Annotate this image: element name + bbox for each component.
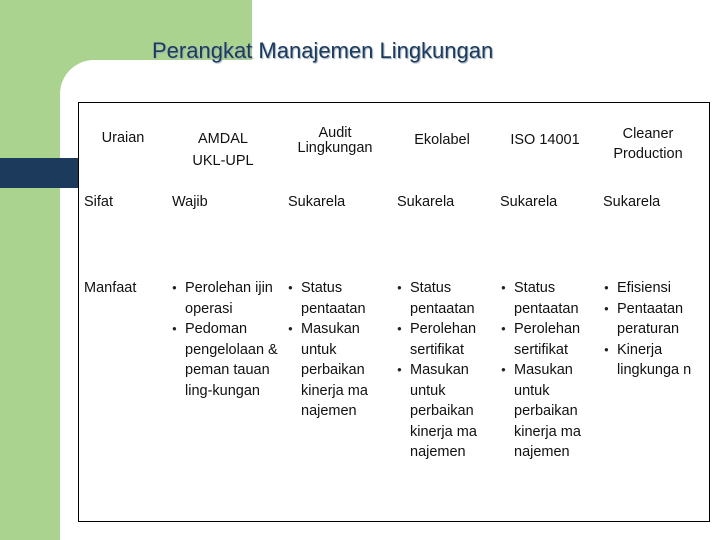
- header-audit: Audit Lingkungan: [297, 125, 373, 156]
- sifat-cleaner: Sukarela: [603, 194, 661, 210]
- manfaat-ekolabel-item: ● Masukan untuk perbaikan kinerja ma najemen: [397, 360, 491, 463]
- sifat-amdal: Wajib: [172, 194, 208, 210]
- manfaat-iso-item: ● Masukan untuk perbaikan kinerja ma najemen: [501, 360, 595, 463]
- row-label-manfaat: Manfaat: [84, 280, 137, 296]
- manfaat-amdal-item: ● Perolehan ijin operasi: [172, 278, 280, 319]
- manfaat-cleaner-item: ● Pentaatan peraturan: [604, 299, 700, 340]
- sifat-ekolabel: Sukarela: [397, 194, 455, 210]
- blue-accent-bar: [0, 158, 78, 188]
- manfaat-iso-item: ● Perolehan sertifikat: [501, 319, 595, 360]
- sifat-audit: Sukarela: [288, 194, 346, 210]
- manfaat-iso-item: ● Status pentaatan: [501, 278, 595, 319]
- manfaat-ekolabel-item: ● Perolehan sertifikat: [397, 319, 491, 360]
- header-amdal: AMDAL UKL-UPL: [192, 131, 254, 169]
- row-label-sifat: Sifat: [84, 194, 114, 210]
- manfaat-cleaner: [604, 278, 700, 381]
- manfaat-amdal-item: ● Pedoman pengelolaan & peman tauan ling-kungan: [172, 319, 280, 401]
- manfaat-ekolabel: [397, 278, 491, 463]
- header-cleaner: Cleaner Production: [613, 126, 683, 162]
- header-uraian: Uraian: [101, 130, 145, 146]
- manfaat-cleaner-item: ● Efisiensi: [604, 278, 700, 299]
- manfaat-audit-item: ● Masukan untuk perbaikan kinerja ma najemen: [288, 319, 388, 422]
- header-iso: ISO 14001: [510, 132, 580, 148]
- sifat-iso: Sukarela: [500, 194, 558, 210]
- slide-title: Perangkat Manajemen Lingkungan: [152, 38, 494, 63]
- header-ekolabel: Ekolabel: [414, 132, 470, 148]
- manfaat-iso: [501, 278, 595, 463]
- manfaat-amdal: [172, 278, 280, 401]
- manfaat-audit: [288, 278, 388, 422]
- manfaat-cleaner-item: ● Kinerja lingkunga n: [604, 340, 700, 381]
- manfaat-audit-item: ● Status pentaatan: [288, 278, 388, 319]
- manfaat-ekolabel-item: ● Status pentaatan: [397, 278, 491, 319]
